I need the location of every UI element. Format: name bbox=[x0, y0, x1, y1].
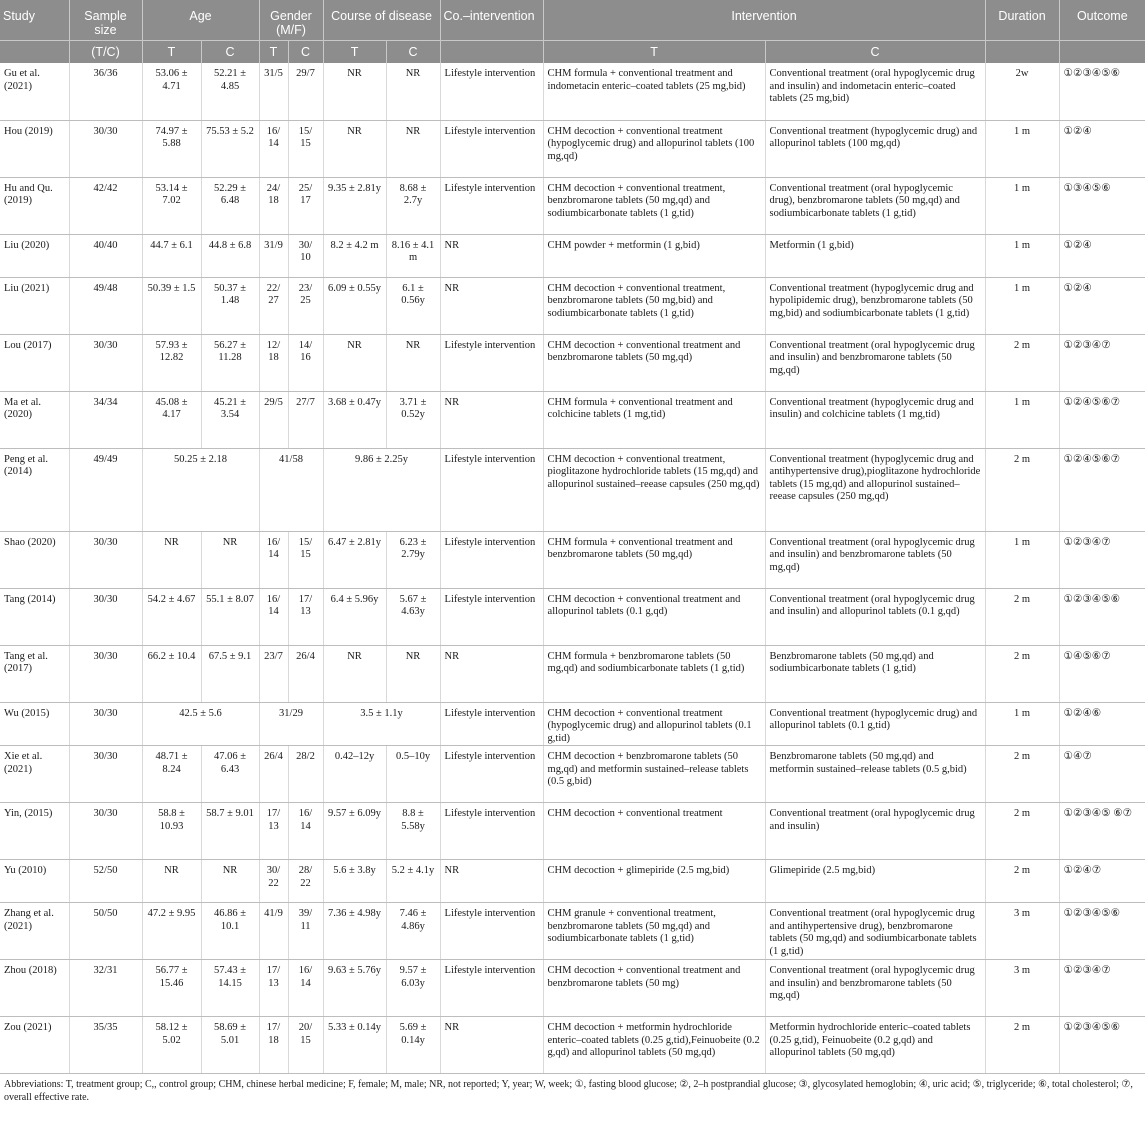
table-row bbox=[0, 702, 1145, 746]
cell-age-t: 53.06 ± 4.71 bbox=[142, 63, 201, 120]
cell-duration: 2 m bbox=[985, 334, 1059, 391]
abbreviations-footnote: Abbreviations: T, treatment group; C,, control group; CHM, chinese herbal medicine; F, female; M, male; NR, not reported; Y, year; W, week; ①, fasting blood glucose; ②, 2–h postprandial glucose; ③, glycosylated hemoglobin; ④, uric acid; ⑤, triglyceride; ⑥, total cholesterol; ⑦, overall effective rate. bbox=[4, 1079, 1133, 1103]
subheader-age-t: T bbox=[142, 41, 201, 64]
table-row bbox=[0, 391, 1145, 448]
cell-course-t: 9.35 ± 2.81y bbox=[323, 177, 386, 234]
cell-duration: 1 m bbox=[985, 234, 1059, 277]
cell-duration: 1 m bbox=[985, 702, 1059, 746]
cell-age-t: NR bbox=[142, 531, 201, 588]
cell-course-c: 5.2 ± 4.1y bbox=[386, 860, 440, 903]
cell-co-intervention: NR bbox=[440, 860, 543, 903]
cell-age-c: 52.29 ± 6.48 bbox=[201, 177, 259, 234]
table-row bbox=[0, 448, 1145, 531]
cell-course-t: 6.4 ± 5.96y bbox=[323, 588, 386, 645]
cell-age-t: 57.93 ± 12.82 bbox=[142, 334, 201, 391]
cell-intervention-c: Benzbromarone tablets (50 mg,qd) and metformin sustained–release tablets (0.5 g,bid) bbox=[765, 746, 985, 803]
cell-gender-t: 17/ 18 bbox=[259, 1017, 288, 1074]
cell-study: Liu (2021) bbox=[0, 277, 69, 334]
subheader-int-c: C bbox=[765, 41, 985, 64]
cell-co-intervention: NR bbox=[440, 1017, 543, 1074]
cell-intervention-c: Conventional treatment (hypoglycemic drug and antihypertensive drug),pioglitazone hydrochloride tablets (15 mg,qd) and allopurinol sustained–reease capsules (250 mg,qd) bbox=[765, 448, 985, 531]
cell-intervention-c: Conventional treatment (oral hypoglycemic drug and insulin) and indometacin enteric–coated tablets (25 mg,bid) bbox=[765, 63, 985, 120]
cell-duration: 1 m bbox=[985, 120, 1059, 177]
cell-course-c: NR bbox=[386, 120, 440, 177]
cell-study: Liu (2020) bbox=[0, 234, 69, 277]
cell-course-c: 8.16 ± 4.1 m bbox=[386, 234, 440, 277]
subheader-blank bbox=[985, 41, 1059, 64]
cell-intervention-t: CHM decoction + conventional treatment and benzbromarone tablets (50 mg,qd) bbox=[543, 334, 765, 391]
cell-intervention-c: Conventional treatment (oral hypoglycemic drug and insulin) and allopurinol tablets (0.1 g,qd) bbox=[765, 588, 985, 645]
cell-gender-c: 39/ 11 bbox=[288, 903, 323, 960]
header-intervention: Intervention bbox=[543, 0, 985, 41]
cell-age-t: 58.12 ± 5.02 bbox=[142, 1017, 201, 1074]
cell-intervention-t: CHM decoction + glimepiride (2.5 mg,bid) bbox=[543, 860, 765, 903]
cell-course-t: 5.6 ± 3.8y bbox=[323, 860, 386, 903]
subheader-tc: (T/C) bbox=[69, 41, 142, 64]
cell-study: Peng et al. (2014) bbox=[0, 448, 69, 531]
cell-course-c: 6.23 ± 2.79y bbox=[386, 531, 440, 588]
cell-age-t: 54.2 ± 4.67 bbox=[142, 588, 201, 645]
cell-age-t: 45.08 ± 4.17 bbox=[142, 391, 201, 448]
cell-study: Zhang et al. (2021) bbox=[0, 903, 69, 960]
cell-gender-c: 20/ 15 bbox=[288, 1017, 323, 1074]
cell-gender-c: 15/ 15 bbox=[288, 531, 323, 588]
cell-sample-size: 36/36 bbox=[69, 63, 142, 120]
cell-age-c: 58.7 ± 9.01 bbox=[201, 803, 259, 860]
header-outcome: Outcome bbox=[1059, 0, 1145, 41]
cell-age-c: 52.21 ± 4.85 bbox=[201, 63, 259, 120]
cell-age-pooled: 50.25 ± 2.18 bbox=[142, 448, 259, 531]
header-co-intervention: Co.–intervention bbox=[440, 0, 543, 41]
cell-gender-c: 30/ 10 bbox=[288, 234, 323, 277]
cell-co-intervention: Lifestyle intervention bbox=[440, 120, 543, 177]
cell-co-intervention: Lifestyle intervention bbox=[440, 177, 543, 234]
cell-age-c: 45.21 ± 3.54 bbox=[201, 391, 259, 448]
cell-intervention-t: CHM formula + conventional treatment and colchicine tablets (1 mg,tid) bbox=[543, 391, 765, 448]
cell-intervention-t: CHM formula + benzbromarone tablets (50 mg,qd) and sodiumbicarbonate tablets (1 g,tid) bbox=[543, 645, 765, 702]
cell-course-t: 8.2 ± 4.2 m bbox=[323, 234, 386, 277]
cell-age-t: NR bbox=[142, 860, 201, 903]
cell-intervention-c: Conventional treatment (oral hypoglycemic drug and antihypertensive drug), benzbromarone tablets (50 mg,qd) and sodiumbicarbonate tablets (1 g,tid) bbox=[765, 903, 985, 960]
cell-sample-size: 30/30 bbox=[69, 120, 142, 177]
header-sample-size: Sample size bbox=[69, 0, 142, 41]
cell-course-c: 5.69 ± 0.14y bbox=[386, 1017, 440, 1074]
table-row bbox=[0, 860, 1145, 903]
cell-study: Xie et al. (2021) bbox=[0, 746, 69, 803]
cell-gender-c: 28/2 bbox=[288, 746, 323, 803]
subheader-blank bbox=[1059, 41, 1145, 64]
subheader-gender-c: C bbox=[288, 41, 323, 64]
cell-course-c: NR bbox=[386, 334, 440, 391]
table-row bbox=[0, 903, 1145, 960]
cell-gender-pooled: 31/29 bbox=[259, 702, 323, 746]
cell-outcome: ①②③④⑦ bbox=[1059, 960, 1145, 1017]
table-row bbox=[0, 277, 1145, 334]
table-row bbox=[0, 531, 1145, 588]
cell-intervention-t: CHM decoction + conventional treatment (hypoglycemic drug) and allopurinol tablets (100 mg,qd) bbox=[543, 120, 765, 177]
cell-intervention-t: CHM decoction + conventional treatment and benzbromarone tablets (50 mg) bbox=[543, 960, 765, 1017]
cell-study: Hou (2019) bbox=[0, 120, 69, 177]
cell-intervention-t: CHM decoction + benzbromarone tablets (50 mg,qd) and metformin sustained–release tablets (0.5 g,bid) bbox=[543, 746, 765, 803]
cell-course-c: 0.5–10y bbox=[386, 746, 440, 803]
cell-gender-pooled: 41/58 bbox=[259, 448, 323, 531]
cell-course-c: 8.68 ± 2.7y bbox=[386, 177, 440, 234]
cell-gender-t: 31/9 bbox=[259, 234, 288, 277]
cell-intervention-c: Conventional treatment (hypoglycemic drug and hypolipidemic drug), benzbromarone tablets (50 mg,bid) and sodiumbicarbonate tablets (1 g,tid) bbox=[765, 277, 985, 334]
cell-course-c: 3.71 ± 0.52y bbox=[386, 391, 440, 448]
cell-sample-size: 30/30 bbox=[69, 746, 142, 803]
cell-course-t: NR bbox=[323, 334, 386, 391]
cell-age-c: 44.8 ± 6.8 bbox=[201, 234, 259, 277]
cell-study: Yin, (2015) bbox=[0, 803, 69, 860]
cell-course-t: NR bbox=[323, 645, 386, 702]
cell-sample-size: 49/49 bbox=[69, 448, 142, 531]
cell-outcome: ①④⑤⑥⑦ bbox=[1059, 645, 1145, 702]
cell-study: Wu (2015) bbox=[0, 702, 69, 746]
cell-gender-t: 17/ 13 bbox=[259, 803, 288, 860]
cell-co-intervention: Lifestyle intervention bbox=[440, 702, 543, 746]
cell-sample-size: 35/35 bbox=[69, 1017, 142, 1074]
subheader-blank bbox=[0, 41, 69, 64]
cell-duration: 2 m bbox=[985, 645, 1059, 702]
cell-gender-c: 25/ 17 bbox=[288, 177, 323, 234]
cell-course-c: NR bbox=[386, 645, 440, 702]
cell-sample-size: 32/31 bbox=[69, 960, 142, 1017]
table-row bbox=[0, 63, 1145, 120]
cell-sample-size: 30/30 bbox=[69, 334, 142, 391]
cell-age-pooled: 42.5 ± 5.6 bbox=[142, 702, 259, 746]
cell-intervention-c: Conventional treatment (oral hypoglycemic drug and insulin) and benzbromarone tablets (50 mg,qd) bbox=[765, 960, 985, 1017]
header-duration: Duration bbox=[985, 0, 1059, 41]
cell-gender-c: 16/ 14 bbox=[288, 803, 323, 860]
cell-intervention-t: CHM granule + conventional treatment, benzbromarone tablets (50 mg,qd) and sodiumbicarbonate tablets (1 g,tid) bbox=[543, 903, 765, 960]
cell-intervention-c: Conventional treatment (hypoglycemic drug) and allopurinol tablets (100 mg,qd) bbox=[765, 120, 985, 177]
cell-intervention-c: Glimepiride (2.5 mg,bid) bbox=[765, 860, 985, 903]
cell-co-intervention: Lifestyle intervention bbox=[440, 448, 543, 531]
cell-age-c: NR bbox=[201, 860, 259, 903]
cell-outcome: ①③④⑤⑥ bbox=[1059, 177, 1145, 234]
cell-sample-size: 34/34 bbox=[69, 391, 142, 448]
table-row bbox=[0, 645, 1145, 702]
cell-gender-c: 14/ 16 bbox=[288, 334, 323, 391]
cell-study: Yu (2010) bbox=[0, 860, 69, 903]
cell-study: Tang et al. (2017) bbox=[0, 645, 69, 702]
cell-sample-size: 30/30 bbox=[69, 803, 142, 860]
cell-duration: 1 m bbox=[985, 391, 1059, 448]
cell-course-t: 3.68 ± 0.47y bbox=[323, 391, 386, 448]
cell-gender-c: 15/ 15 bbox=[288, 120, 323, 177]
cell-duration: 1 m bbox=[985, 531, 1059, 588]
cell-intervention-t: CHM decoction + conventional treatment, benzbromarone tablets (50 mg,qd) and sodiumbicarbonate tablets (1 g,tid) bbox=[543, 177, 765, 234]
cell-gender-c: 16/ 14 bbox=[288, 960, 323, 1017]
cell-intervention-c: Conventional treatment (oral hypoglycemic drug), benzbromarone tablets (50 mg,qd) and sodiumbicarbonate tablets (1 g,tid) bbox=[765, 177, 985, 234]
cell-co-intervention: Lifestyle intervention bbox=[440, 63, 543, 120]
cell-co-intervention: Lifestyle intervention bbox=[440, 334, 543, 391]
cell-duration: 3 m bbox=[985, 903, 1059, 960]
cell-outcome: ①②③④⑤⑥ bbox=[1059, 1017, 1145, 1074]
cell-intervention-c: Conventional treatment (hypoglycemic drug and insulin) and colchicine tablets (1 mg,tid) bbox=[765, 391, 985, 448]
cell-intervention-t: CHM powder + metformin (1 g,bid) bbox=[543, 234, 765, 277]
cell-intervention-c: Conventional treatment (oral hypoglycemic drug and insulin) and benzbromarone tablets (50 mg,qd) bbox=[765, 334, 985, 391]
cell-intervention-c: Conventional treatment (oral hypoglycemic drug and insulin) bbox=[765, 803, 985, 860]
cell-course-c: 6.1 ± 0.56y bbox=[386, 277, 440, 334]
cell-outcome: ①④⑦ bbox=[1059, 746, 1145, 803]
cell-duration: 2 m bbox=[985, 746, 1059, 803]
cell-sample-size: 30/30 bbox=[69, 645, 142, 702]
subheader-age-c: C bbox=[201, 41, 259, 64]
cell-study: Hu and Qu. (2019) bbox=[0, 177, 69, 234]
cell-study: Gu et al. (2021) bbox=[0, 63, 69, 120]
cell-sample-size: 30/30 bbox=[69, 702, 142, 746]
cell-intervention-t: CHM decoction + conventional treatment, benzbromarone tablets (50 mg,bid) and sodiumbicarbonate tablets (1 g,tid) bbox=[543, 277, 765, 334]
cell-study: Lou (2017) bbox=[0, 334, 69, 391]
cell-age-t: 44.7 ± 6.1 bbox=[142, 234, 201, 277]
cell-duration: 2 m bbox=[985, 860, 1059, 903]
cell-age-t: 47.2 ± 9.95 bbox=[142, 903, 201, 960]
cell-sample-size: 42/42 bbox=[69, 177, 142, 234]
cell-gender-c: 28/ 22 bbox=[288, 860, 323, 903]
table-header bbox=[0, 0, 1145, 63]
cell-outcome: ①②③④⑤⑥ bbox=[1059, 903, 1145, 960]
cell-age-c: 46.86 ± 10.1 bbox=[201, 903, 259, 960]
cell-age-t: 56.77 ± 15.46 bbox=[142, 960, 201, 1017]
cell-gender-c: 26/4 bbox=[288, 645, 323, 702]
cell-outcome: ①②③④⑦ bbox=[1059, 334, 1145, 391]
table-row bbox=[0, 177, 1145, 234]
cell-age-t: 53.14 ± 7.02 bbox=[142, 177, 201, 234]
cell-outcome: ①②④⑥ bbox=[1059, 702, 1145, 746]
cell-outcome: ①②③④⑦ bbox=[1059, 531, 1145, 588]
subheader-course-t: T bbox=[323, 41, 386, 64]
cell-course-t: 0.42–12y bbox=[323, 746, 386, 803]
cell-course-t: 7.36 ± 4.98y bbox=[323, 903, 386, 960]
cell-intervention-t: CHM formula + conventional treatment and benzbromarone tablets (50 mg,qd) bbox=[543, 531, 765, 588]
cell-outcome: ①②④ bbox=[1059, 277, 1145, 334]
cell-intervention-c: Conventional treatment (hypoglycemic drug) and allopurinol tablets (0.1 g,tid) bbox=[765, 702, 985, 746]
cell-co-intervention: Lifestyle intervention bbox=[440, 960, 543, 1017]
cell-gender-t: 16/ 14 bbox=[259, 531, 288, 588]
cell-gender-t: 22/ 27 bbox=[259, 277, 288, 334]
subheader-gender-t: T bbox=[259, 41, 288, 64]
cell-gender-t: 23/7 bbox=[259, 645, 288, 702]
cell-sample-size: 50/50 bbox=[69, 903, 142, 960]
table-row bbox=[0, 960, 1145, 1017]
cell-age-c: 57.43 ± 14.15 bbox=[201, 960, 259, 1017]
cell-age-t: 66.2 ± 10.4 bbox=[142, 645, 201, 702]
table-row bbox=[0, 803, 1145, 860]
cell-duration: 3 m bbox=[985, 960, 1059, 1017]
cell-gender-c: 17/ 13 bbox=[288, 588, 323, 645]
cell-age-c: NR bbox=[201, 531, 259, 588]
cell-gender-c: 29/7 bbox=[288, 63, 323, 120]
cell-study: Tang (2014) bbox=[0, 588, 69, 645]
header-course: Course of disease bbox=[323, 0, 440, 41]
cell-age-c: 75.53 ± 5.2 bbox=[201, 120, 259, 177]
cell-gender-t: 16/ 14 bbox=[259, 588, 288, 645]
cell-outcome: ①②③④⑤ ⑥⑦ bbox=[1059, 803, 1145, 860]
table-row bbox=[0, 334, 1145, 391]
cell-co-intervention: NR bbox=[440, 234, 543, 277]
cell-outcome: ①②④ bbox=[1059, 234, 1145, 277]
cell-co-intervention: NR bbox=[440, 645, 543, 702]
cell-duration: 2 m bbox=[985, 803, 1059, 860]
cell-duration: 2 m bbox=[985, 588, 1059, 645]
cell-outcome: ①②④⑦ bbox=[1059, 860, 1145, 903]
cell-duration: 2w bbox=[985, 63, 1059, 120]
cell-outcome: ①②③④⑤⑥ bbox=[1059, 588, 1145, 645]
cell-age-c: 56.27 ± 11.28 bbox=[201, 334, 259, 391]
cell-duration: 2 m bbox=[985, 1017, 1059, 1074]
cell-age-c: 55.1 ± 8.07 bbox=[201, 588, 259, 645]
header-gender: Gender (M/F) bbox=[259, 0, 323, 41]
cell-gender-t: 26/4 bbox=[259, 746, 288, 803]
cell-age-t: 48.71 ± 8.24 bbox=[142, 746, 201, 803]
cell-co-intervention: Lifestyle intervention bbox=[440, 531, 543, 588]
cell-age-t: 74.97 ± 5.88 bbox=[142, 120, 201, 177]
cell-intervention-t: CHM decoction + metformin hydrochloride enteric–coated tablets (0.25 g,tid),Feinuobeite (0.2 g,qd) and allopurinol tablets (50 mg,qd) bbox=[543, 1017, 765, 1074]
header-study: Study bbox=[0, 0, 69, 41]
subheader-int-t: T bbox=[543, 41, 765, 64]
cell-age-c: 50.37 ± 1.48 bbox=[201, 277, 259, 334]
cell-intervention-t: CHM decoction + conventional treatment (hypoglycemic drug) and allopurinol tablets (0.1 g,tid) bbox=[543, 702, 765, 746]
cell-intervention-t: CHM decoction + conventional treatment and allopurinol tablets (0.1 g,qd) bbox=[543, 588, 765, 645]
cell-study: Zhou (2018) bbox=[0, 960, 69, 1017]
cell-course-t: 5.33 ± 0.14y bbox=[323, 1017, 386, 1074]
cell-gender-t: 12/ 18 bbox=[259, 334, 288, 391]
table-row bbox=[0, 588, 1145, 645]
table-row bbox=[0, 120, 1145, 177]
cell-outcome: ①②④⑤⑥⑦ bbox=[1059, 448, 1145, 531]
cell-duration: 2 m bbox=[985, 448, 1059, 531]
cell-gender-c: 23/ 25 bbox=[288, 277, 323, 334]
table-row bbox=[0, 234, 1145, 277]
cell-gender-t: 16/ 14 bbox=[259, 120, 288, 177]
cell-course-t: NR bbox=[323, 120, 386, 177]
cell-co-intervention: Lifestyle intervention bbox=[440, 803, 543, 860]
cell-course-c: 7.46 ± 4.86y bbox=[386, 903, 440, 960]
cell-study: Ma et al. (2020) bbox=[0, 391, 69, 448]
cell-intervention-t: CHM decoction + conventional treatment, pioglitazone hydrochloride tablets (15 mg,qd) and allopurinol sustained–reease capsules (250 mg,qd) bbox=[543, 448, 765, 531]
cell-intervention-c: Conventional treatment (oral hypoglycemic drug and insulin) and benzbromarone tablets (50 mg,qd) bbox=[765, 531, 985, 588]
cell-course-t: 6.09 ± 0.55y bbox=[323, 277, 386, 334]
cell-age-c: 47.06 ± 6.43 bbox=[201, 746, 259, 803]
cell-intervention-c: Metformin hydrochloride enteric–coated tablets (0.25 g,tid), Feinuobeite (0.2 g,qd) and allopurinol tablets (50 mg,qd) bbox=[765, 1017, 985, 1074]
cell-co-intervention: NR bbox=[440, 277, 543, 334]
cell-intervention-c: Benzbromarone tablets (50 mg,qd) and sodiumbicarbonate tablets (1 g,tid) bbox=[765, 645, 985, 702]
cell-duration: 1 m bbox=[985, 177, 1059, 234]
cell-gender-t: 24/ 18 bbox=[259, 177, 288, 234]
cell-age-t: 50.39 ± 1.5 bbox=[142, 277, 201, 334]
cell-sample-size: 30/30 bbox=[69, 531, 142, 588]
cell-outcome: ①②④⑤⑥⑦ bbox=[1059, 391, 1145, 448]
cell-course-t: 9.57 ± 6.09y bbox=[323, 803, 386, 860]
cell-age-c: 58.69 ± 5.01 bbox=[201, 1017, 259, 1074]
cell-gender-t: 17/ 13 bbox=[259, 960, 288, 1017]
cell-intervention-t: CHM formula + conventional treatment and indometacin enteric–coated tablets (25 mg,bid) bbox=[543, 63, 765, 120]
cell-course-c: 5.67 ± 4.63y bbox=[386, 588, 440, 645]
subheader-course-c: C bbox=[386, 41, 440, 64]
header-age: Age bbox=[142, 0, 259, 41]
cell-intervention-c: Metformin (1 g,bid) bbox=[765, 234, 985, 277]
cell-duration: 1 m bbox=[985, 277, 1059, 334]
cell-course-c: 8.8 ± 5.58y bbox=[386, 803, 440, 860]
cell-gender-t: 30/ 22 bbox=[259, 860, 288, 903]
table-body bbox=[0, 63, 1145, 1074]
cell-outcome: ①②④ bbox=[1059, 120, 1145, 177]
cell-age-c: 67.5 ± 9.1 bbox=[201, 645, 259, 702]
cell-co-intervention: Lifestyle intervention bbox=[440, 588, 543, 645]
cell-course-pooled: 3.5 ± 1.1y bbox=[323, 702, 440, 746]
cell-sample-size: 52/50 bbox=[69, 860, 142, 903]
table-row bbox=[0, 746, 1145, 803]
table-row bbox=[0, 1017, 1145, 1074]
cell-outcome: ①②③④⑤⑥ bbox=[1059, 63, 1145, 120]
cell-course-t: 9.63 ± 5.76y bbox=[323, 960, 386, 1017]
cell-study: Zou (2021) bbox=[0, 1017, 69, 1074]
cell-gender-t: 29/5 bbox=[259, 391, 288, 448]
cell-co-intervention: NR bbox=[440, 391, 543, 448]
cell-study: Shao (2020) bbox=[0, 531, 69, 588]
cell-sample-size: 30/30 bbox=[69, 588, 142, 645]
cell-course-c: 9.57 ± 6.03y bbox=[386, 960, 440, 1017]
cell-course-c: NR bbox=[386, 63, 440, 120]
cell-age-t: 58.8 ± 10.93 bbox=[142, 803, 201, 860]
cell-co-intervention: Lifestyle intervention bbox=[440, 903, 543, 960]
cell-gender-t: 31/5 bbox=[259, 63, 288, 120]
cell-course-t: 6.47 ± 2.81y bbox=[323, 531, 386, 588]
subheader-blank bbox=[440, 41, 543, 64]
cell-co-intervention: Lifestyle intervention bbox=[440, 746, 543, 803]
cell-sample-size: 49/48 bbox=[69, 277, 142, 334]
cell-course-pooled: 9.86 ± 2.25y bbox=[323, 448, 440, 531]
cell-course-t: NR bbox=[323, 63, 386, 120]
cell-gender-c: 27/7 bbox=[288, 391, 323, 448]
cell-intervention-t: CHM decoction + conventional treatment bbox=[543, 803, 765, 860]
cell-gender-t: 41/9 bbox=[259, 903, 288, 960]
cell-sample-size: 40/40 bbox=[69, 234, 142, 277]
